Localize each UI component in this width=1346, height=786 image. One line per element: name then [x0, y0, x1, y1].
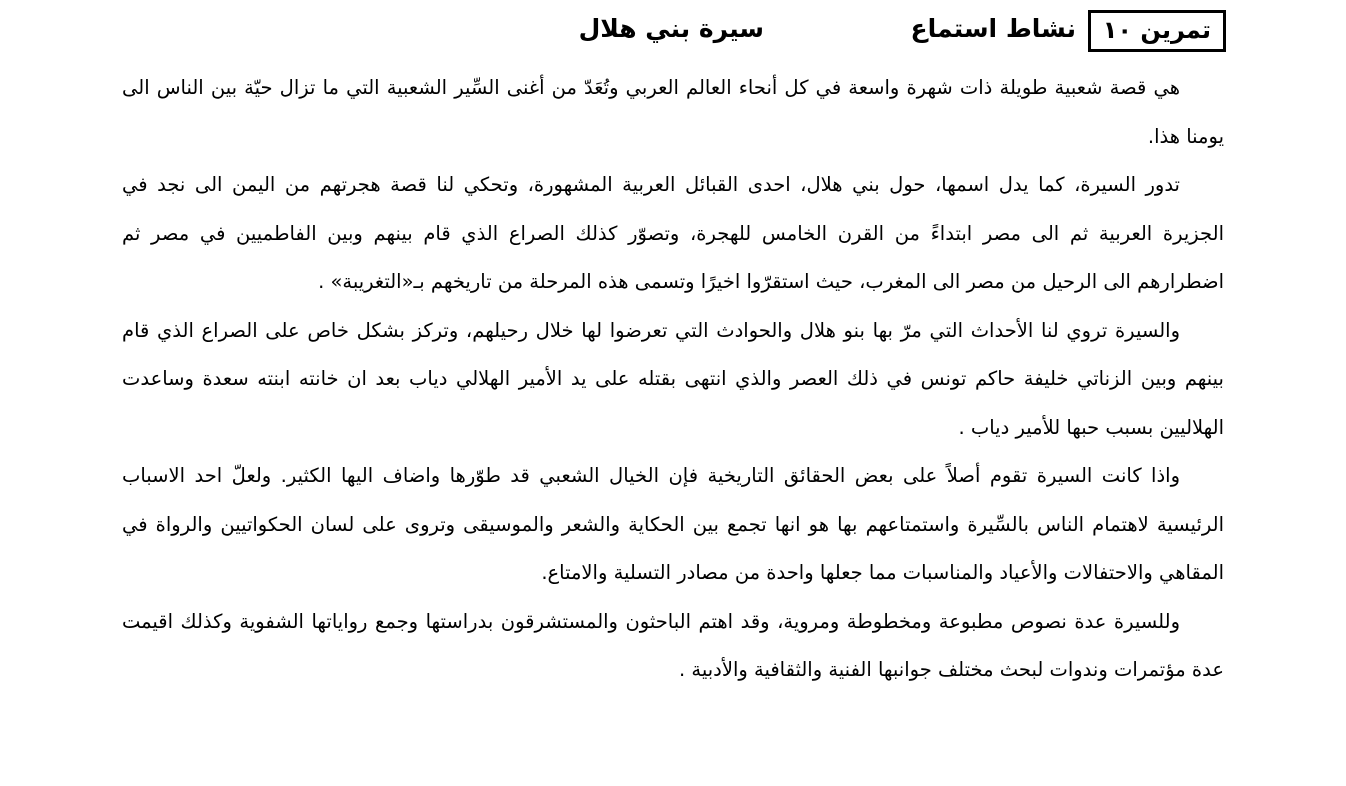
paragraph-popularity: واذا كانت السيرة تقوم أصلاً على بعض الحقائق التاريخية فإن الخيال الشعبي قد طوّرها واضاف اليها الكثير. ولعلّ احد الاسباب الرئيسية لاهتمام الناس بالسِّيرة واستمتاعهم بها هو انها تجمع بين الحكاية والشعر والموسيقى وتروى على لسان الحكواتيين والرواة في المقاهي والاحتفالات والأعياد والمناسبات مما جعلها واحدة من مصادر التسلية والامتاع. — [122, 464, 1224, 584]
page-header — [540, 10, 1226, 54]
article-body — [122, 64, 1224, 695]
paragraph-texts-studies: وللسيرة عدة نصوص مطبوعة ومخطوطة ومروية، وقد اهتم الباحثون والمستشرقون بدراستها وجمع رواياتها الشفوية وكذلك اقيمت عدة مؤتمرات وندوات لبحث مختلف جوانبها الفنية والثقافية والأدبية . — [122, 609, 1224, 681]
exercise-number-box: تمرين ١٠ — [1088, 10, 1226, 52]
paragraph-events: والسيرة تروي لنا الأحداث التي مرّ بها بنو هلال والحوادث التي تعرضوا لها خلال رحيلهم، وتركز بشكل خاص على الصراع الذي قام بينهم وبين الزناتي خليفة حاكم تونس في ذلك العصر والذي انتهى بقتله على يد الأمير الهلالي دياب بعد ان خانته ابنته سعدة وساعدت الهلاليين بسبب حبها للأمير دياب . — [122, 318, 1224, 439]
story-title: سيرة بني هلال — [578, 14, 764, 43]
paragraph-migration: تدور السيرة، كما يدل اسمها، حول بني هلال، احدى القبائل العربية المشهورة، وتحكي لنا قصة هجرتهم من اليمن الى نجد في الجزيرة العربية ثم الى مصر ابتداءً من القرن الخامس للهجرة، وتصوّر كذلك الصراع الذي قام بينهم وبين الفاطميين في مصر ثم اضطرارهم الى الرحيل من مصر الى المغرب، حيث استقرّوا اخيرًا وتسمى هذه المرحلة من تاريخهم بـ«التغريبة» . — [122, 173, 1224, 293]
activity-title: نشاط استماع — [910, 14, 1076, 43]
paragraph-intro: هي قصة شعبية طويلة ذات شهرة واسعة في كل أنحاء العالم العربي وتُعَدّ من أغنى السِّير الشعبية التي ما تزال حيّة بين الناس الى يومنا هذا. — [122, 76, 1224, 148]
